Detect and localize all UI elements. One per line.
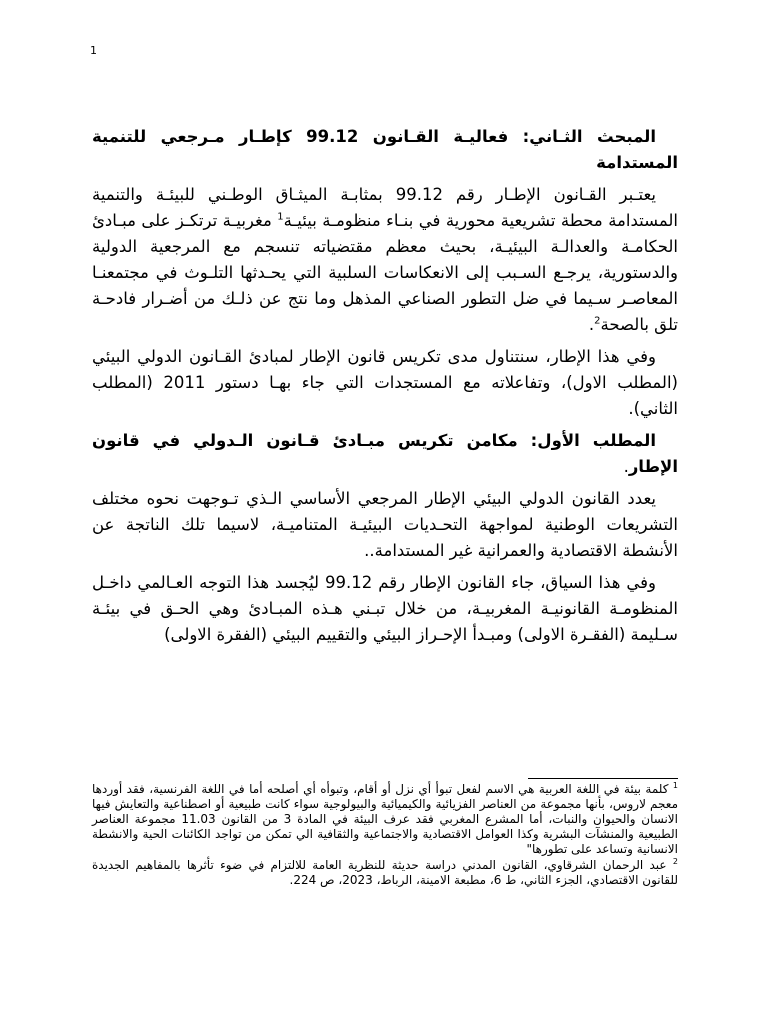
subsection-heading-text: المطلب الأول: مكامن تكريس مبـادئ قـانون الـدولي في قانون الإطار — [92, 431, 678, 476]
section-heading — [92, 124, 678, 176]
paragraph-1 — [92, 182, 678, 338]
page-number: 1 — [90, 44, 97, 57]
paragraph-3 — [92, 486, 678, 564]
document-body — [92, 124, 678, 654]
footnote-1 — [92, 782, 678, 857]
paragraph-2-text: وفي هذا الإطار، سنتناول مدى تكريس قانون الإطار لمبادئ القـانون الدولي البيئي (المطلب الاول)، وتفاعلاته مع المستجدات التي جاء بهـا دستور 2011 (المطلب الثاني). — [92, 347, 678, 418]
footnote-2-mark: 2 — [672, 857, 678, 866]
section-heading-text: المبحث الثـاني: فعاليـة القـانون 99.12 كإطـار مـرجعي للتنمية المستدامة — [92, 127, 678, 172]
paragraph-1-text-a: يعتـبر القـانون الإطـار رقم 99.12 بمثابـة الميثـاق الوطـني للبيئـة والتنمية المستدامة محطة تشريعية محورية في بنـاء منظومـة بيئيـة — [92, 185, 678, 230]
footnote-ref-1[interactable]: 1 — [277, 211, 284, 223]
paragraph-4-text: وفي هذا السياق، جاء القانون الإطار رقم 99.12 ليُجسد هذا التوجه العـالمي داخـل المنظومـة القانونيـة المغربيـة، من خلال تبـني هـذه المبـادئ وهي الحـق في بيئـة سـليمة (الفقـرة الاولى) ومبـدأ الإحـراز البيئي والتقييم البيئي (الفقرة الاولى) — [92, 573, 678, 644]
paragraph-3-text: يعدد القانون الدولي البيئي الإطار المرجعي الأساسي الـذي تـوجهت نحوه مختلف التشريعات الوطنية لمواجهة التحـديات البيئيـة المتناميـة، لاسيما تلك الناتجة عن الأنشطة الاقتصادية والعمرانية غير المستدامة.. — [92, 489, 678, 560]
paragraph-4 — [92, 570, 678, 648]
footnote-1-mark: 1 — [672, 781, 678, 790]
footnote-2-text: عبد الرحمان الشرقاوي، القانون المدني دراسة حديثة للنظرية العامة للالتزام في ضوء تأثرها بالمفاهيم الجديدة للقانون الاقتصادي، الجزء الثاني، ط 6، مطبعة الامينة، الرباط، 2023، ص 224. — [92, 858, 678, 887]
footnote-2 — [92, 858, 678, 888]
subsection-heading-period: . — [623, 457, 629, 476]
paragraph-1-text-c: . — [588, 315, 595, 334]
footnote-divider — [528, 778, 678, 779]
subsection-heading — [92, 428, 678, 480]
paragraph-2 — [92, 344, 678, 422]
footnote-ref-2[interactable]: 2 — [594, 315, 601, 327]
footnotes-section — [92, 782, 678, 889]
paragraph-1-text-b: مغربيـة ترتكـز على مبـادئ الحكامـة والعدالـة البيئيـة، بحيث معظم مقتضياته تنسجم مع المرجعية الدولية والدستورية، يرجـع السـبب إلى الانعكاسات السلبية التي يحـدثها التلـوث في مجتمعنـا المعاصـر سـيما في ضل التطور الصناعي المذهل وما نتج عن ذلـك من أضـرار فادحـة تلق بالصحة — [92, 211, 678, 334]
footnote-1-text: كلمة بيئة في اللغة العربية هي الاسم لفعل تبوأ أي نزل أو أقام، وتبوأه أي أصلحه أما في اللغة الفرنسية، فقد أوردها معجم لاروس، بأنها مجموعة من العناصر الفزيائية والكيميائية والبيولوجية سواء كانت طبيعية أو اصطناعية والتعايش فيها الانسان والحيوان والنبات، أما المشرع المغربي فقد عرف البيئة في المادة 3 من القانون 11.03 مجموعة العناصر الطبيعية والمنشآت البشرية وكذا العوامل الاقتصادية والاجتماعية والثقافية الي تمكن من تواجد الكائنات الحية والانشطة الانسانية وتساعد على تطورها" — [92, 782, 678, 856]
